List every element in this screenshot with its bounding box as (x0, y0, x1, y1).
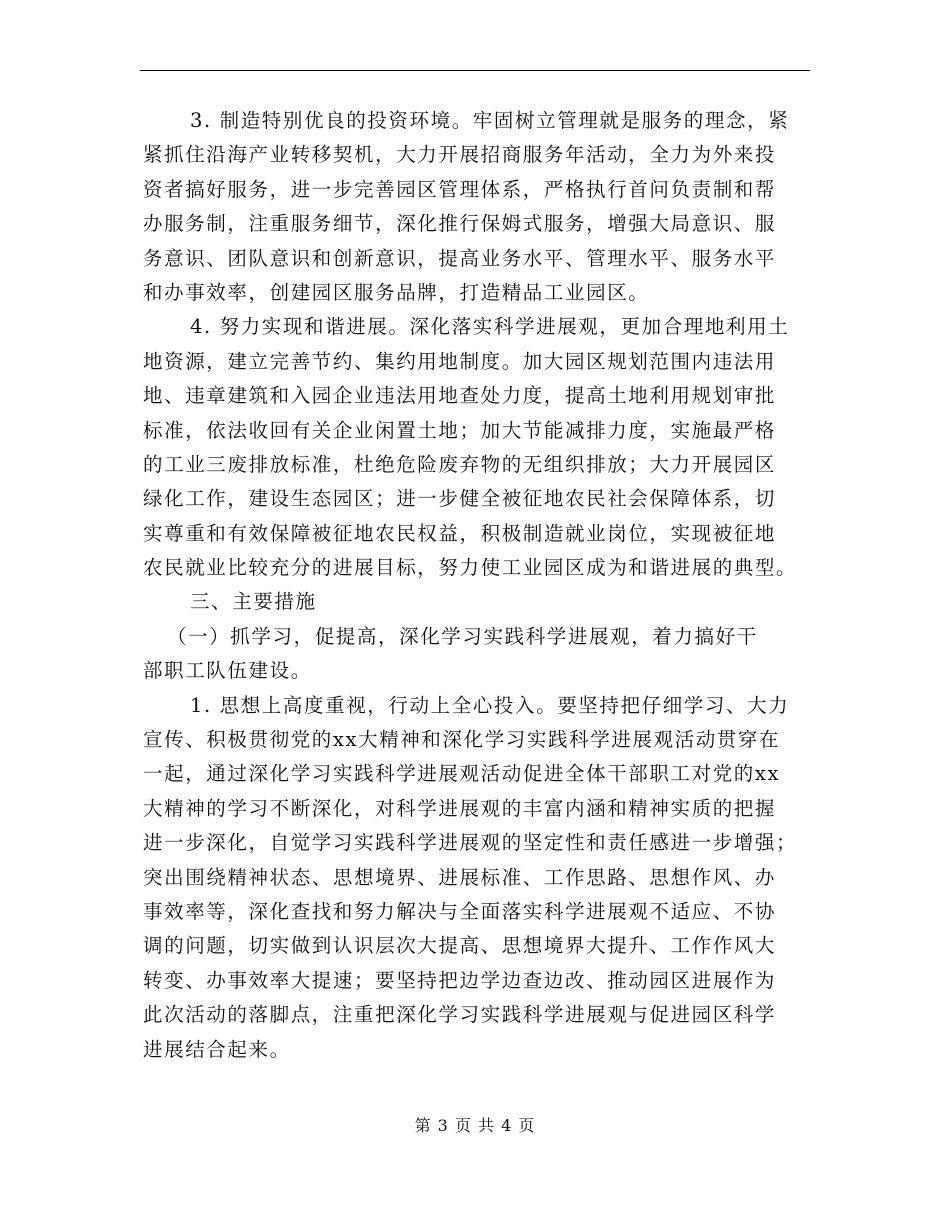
text-line: 此次活动的落脚点，注重把深化学习实践科学进展观与促进园区科学 (143, 1003, 777, 1027)
text-line: 务意识、团队意识和创新意识，提高业务水平、管理水平、服务水平 (143, 246, 777, 270)
header-rule (140, 70, 810, 71)
text-line: 事效率等，深化查找和努力解决与全面落实科学进展观不适应、不协 (143, 899, 777, 923)
text-line: 紧抓住沿海产业转移契机，大力开展招商服务年活动，全力为外来投 (143, 143, 777, 167)
text-line: 标准，依法收回有关企业闲置土地；加大节能减排力度，实施最严格 (143, 418, 777, 442)
text-line: 4. 努力实现和谐进展。深化落实科学进展观，更加合理地利用土 (190, 315, 790, 339)
text-line: 农民就业比较充分的进展目标，努力使工业园区成为和谐进展的典型。 (143, 556, 798, 580)
text-line: 宣传、积极贯彻党的xx大精神和深化学习实践科学进展观活动贯穿在 (143, 728, 781, 752)
document-body (143, 104, 811, 1067)
text-line: 突出围绕精神状态、思想境界、进展标准、工作思路、思想作风、办 (143, 865, 777, 889)
text-line: 资者搞好服务，进一步完善园区管理体系，严格执行首问负责制和帮 (143, 177, 777, 201)
text-line: 地、违章建筑和入园企业违法用地查处力度，提高土地利用规划审批 (143, 384, 777, 408)
text-line: 进一步深化，自觉学习实践科学进展观的坚定性和责任感进一步增强； (143, 831, 798, 855)
text-line: 实尊重和有效保障被征地农民权益，积极制造就业岗位，实现被征地 (143, 521, 777, 545)
text-line: 转变、办事效率大提速；要坚持把边学边查边改、推动园区进展作为 (143, 968, 777, 992)
text-line: 调的问题，切实做到认识层次大提高、思想境界大提升、工作作风大 (143, 934, 777, 958)
text-line: 绿化工作，建设生态园区；进一步健全被征地农民社会保障体系，切 (143, 487, 777, 511)
text-line: （一）抓学习，促提高，深化学习实践科学进展观，着力搞好干 (167, 624, 758, 648)
text-line: 1. 思想上高度重视，行动上全心投入。要坚持把仔细学习、大力 (190, 693, 790, 717)
text-line: 和办事效率，创建园区服务品牌，打造精品工业园区。 (143, 280, 650, 304)
text-line: 地资源，建立完善节约、集约用地制度。加大园区规划范围内违法用 (143, 349, 777, 373)
text-line: 进展结合起来。 (143, 1037, 291, 1061)
text-line: 办服务制，注重服务细节，深化推行保姆式服务，增强大局意识、服 (143, 212, 777, 236)
section-heading: 三、主要措施 (190, 590, 317, 614)
text-line: 大精神的学习不断深化，对科学进展观的丰富内涵和精神实质的把握 (143, 796, 777, 820)
text-line: 的工业三废排放标准，杜绝危险废弃物的无组织排放；大力开展园区 (143, 452, 777, 476)
text-line: 一起，通过深化学习实践科学进展观活动促进全体干部职工对党的xx (143, 762, 781, 786)
text-line: 3. 制造特别优良的投资环境。牢固树立管理就是服务的理念，紧 (190, 109, 790, 132)
text-line: 部职工队伍建设。 (143, 659, 312, 683)
page-number: 第 3 页 共 4 页 (414, 1116, 536, 1135)
